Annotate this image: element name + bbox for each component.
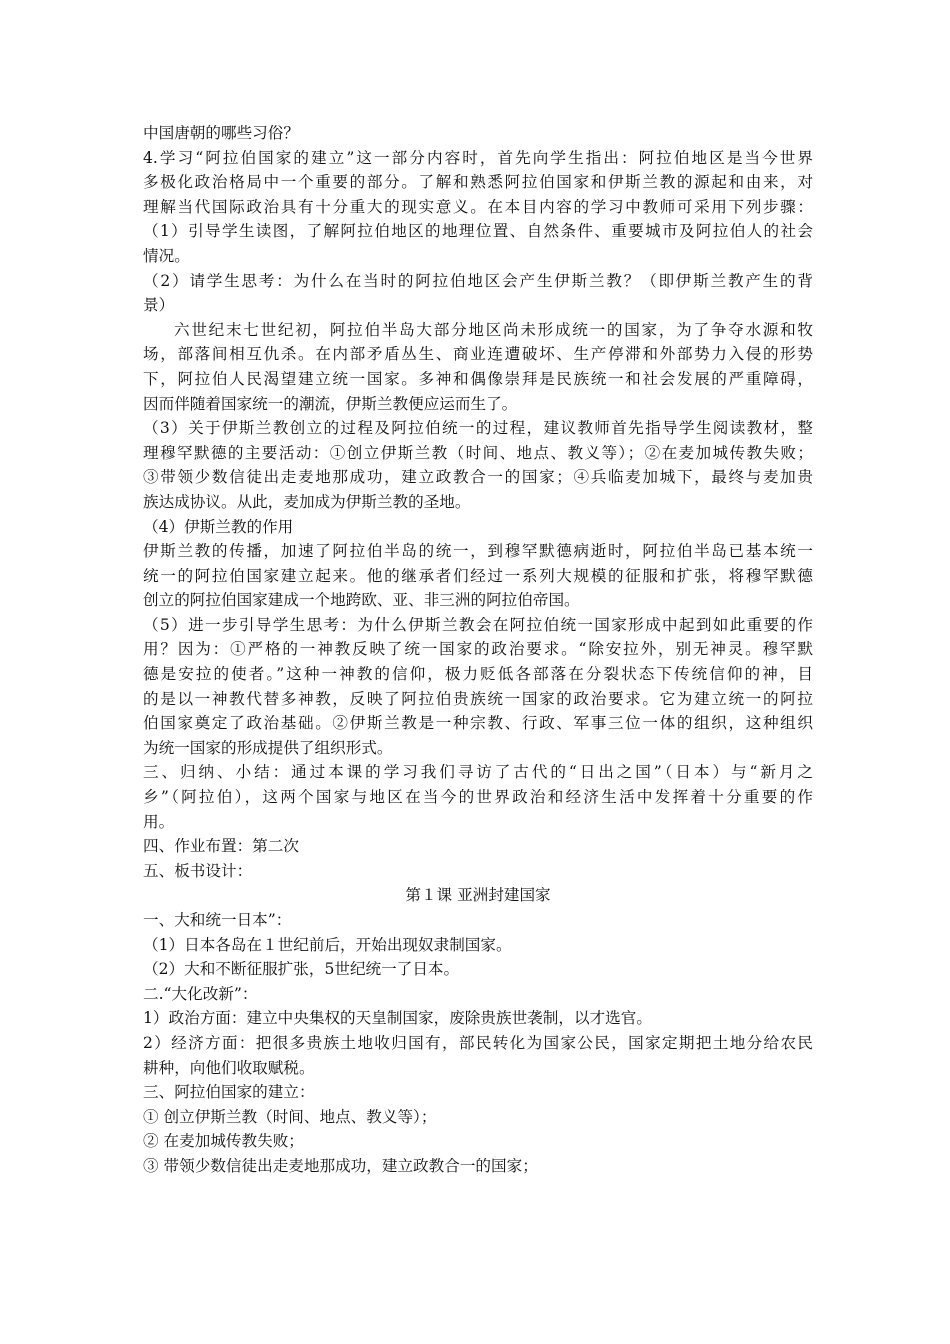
document-page <box>143 121 813 1179</box>
text-line: 的是以一神教代替多神教，反映了阿拉伯贵族统一国家的政治要求。它为建立统一的阿拉 <box>143 689 813 708</box>
text-line: 伯国家奠定了政治基础。②伊斯兰教是一种宗教、行政、军事三位一体的组织，这种组织 <box>143 714 813 733</box>
text-line: （1）日本各岛在１世纪前后，开始出现奴隶制国家。 <box>143 935 512 954</box>
text-line: ② 在麦加城传教失败； <box>143 1132 304 1151</box>
text-line: 多极化政治格局中一个重要的部分。了解和熟悉阿拉伯国家和伊斯兰教的源起和由来，对 <box>143 173 813 192</box>
text-line: 理穆罕默德的主要活动：①创立伊斯兰教（时间、地点、教义等）；②在麦加城传教失败； <box>143 443 813 462</box>
text-line: 三、阿拉伯国家的建立： <box>143 1083 315 1102</box>
text-line: 统一的阿拉伯国家建立起来。他的继承者们经过一系列大规模的征服和扩张，将穆罕默德 <box>143 566 813 585</box>
text-line: 情况。 <box>143 246 190 265</box>
text-line: （2）请学生思考：为什么在当时的阿拉伯地区会产生伊斯兰教？（即伊斯兰教产生的背 <box>143 271 813 290</box>
text-line: 4.学习“阿拉伯国家的建立”这一部分内容时，首先向学生指出：阿拉伯地区是当今世界 <box>143 148 813 167</box>
text-line: 一、大和统一日本”： <box>143 911 292 929</box>
text-line: 四、作业布置：第二次 <box>143 837 299 856</box>
text-line: 德是安拉的使者。”这种一神教的信仰，极力贬低各部落在分裂状态下传统信仰的神，目 <box>143 665 813 684</box>
text-line: 二.“大化改新”： <box>143 984 258 1003</box>
section-heading: 第１课 亚洲封建国家 <box>405 886 551 905</box>
text-line: 下，阿拉伯人民渴望建立统一国家。多神和偶像崇拜是民族统一和社会发展的严重障碍， <box>143 369 813 388</box>
text-line: （4）伊斯兰教的作用 <box>143 517 294 536</box>
text-line: 理解当代国际政治具有十分重大的现实意义。在本目内容的学习中教师可采用下列步骤： <box>143 197 813 216</box>
text-line: 1）政治方面：建立中央集权的天皇制国家，废除贵族世袭制，以才选官。 <box>143 1009 652 1028</box>
text-line: 用？因为：①严格的一神教反映了统一国家的政治要求。“除安拉外，别无神灵。穆罕默 <box>143 640 813 659</box>
text-line: （2）大和不断征服扩张，5世纪统一了日本。 <box>143 960 460 979</box>
text-line: 三、归纳、小结：通过本课的学习我们寻访了古代的“日出之国”（日本）与“新月之 <box>143 763 813 782</box>
text-line: （3）关于伊斯兰教创立的过程及阿拉伯统一的过程，建议教师首先指导学生阅读教材，整 <box>143 419 813 438</box>
text-line: ① 创立伊斯兰教（时间、地点、教义等）； <box>143 1107 437 1126</box>
text-line: ③ 带领少数信徒出走麦地那成功，建立政教合一的国家； <box>143 1156 538 1175</box>
text-line: （1）引导学生读图，了解阿拉伯地区的地理位置、自然条件、重要城市及阿拉伯人的社会 <box>143 222 813 241</box>
text-line: 2）经济方面：把很多贵族土地收归国有，部民转化为国家公民，国家定期把土地分给农民 <box>143 1033 813 1052</box>
text-line: 为统一国家的形成提供了组织形式。 <box>143 738 393 757</box>
text-line: 因而伴随着国家统一的潮流，伊斯兰教便应运而生了。 <box>143 394 518 413</box>
text-line: 耕种，向他们收取赋税。 <box>143 1058 315 1077</box>
text-line: 场，部落间相互仇杀。在内部矛盾丛生、商业连遭破坏、生产停滞和外部势力入侵的形势 <box>143 345 813 364</box>
text-line: 伊斯兰教的传播，加速了阿拉伯半岛的统一，到穆罕默德病逝时，阿拉伯半岛已基本统一 <box>143 542 813 561</box>
text-line: 族达成协议。从此，麦加成为伊斯兰教的圣地。 <box>143 492 471 511</box>
text-line: 中国唐朝的哪些习俗？ <box>143 124 299 142</box>
text-line: 用。 <box>143 812 175 831</box>
text-line: ③带领少数信徒出走麦地那成功，建立政教合一的国家；④兵临麦加城下，最终与麦加贵 <box>143 468 813 487</box>
text-line: 六世纪末七世纪初，阿拉伯半岛大部分地区尚未形成统一的国家，为了争夺水源和牧 <box>174 320 813 339</box>
text-line: 五、板书设计： <box>143 861 253 880</box>
text-line: 乡”（阿拉伯），这两个国家与地区在当今的世界政治和经济生活中发挥着十分重要的作 <box>143 788 813 807</box>
text-line: 景） <box>143 296 175 315</box>
text-line: 创立的阿拉伯国家建成一个地跨欧、亚、非三洲的阿拉伯帝国。 <box>143 591 580 610</box>
text-line: （5）进一步引导学生思考：为什么伊斯兰教会在阿拉伯统一国家形成中起到如此重要的作 <box>143 615 813 634</box>
